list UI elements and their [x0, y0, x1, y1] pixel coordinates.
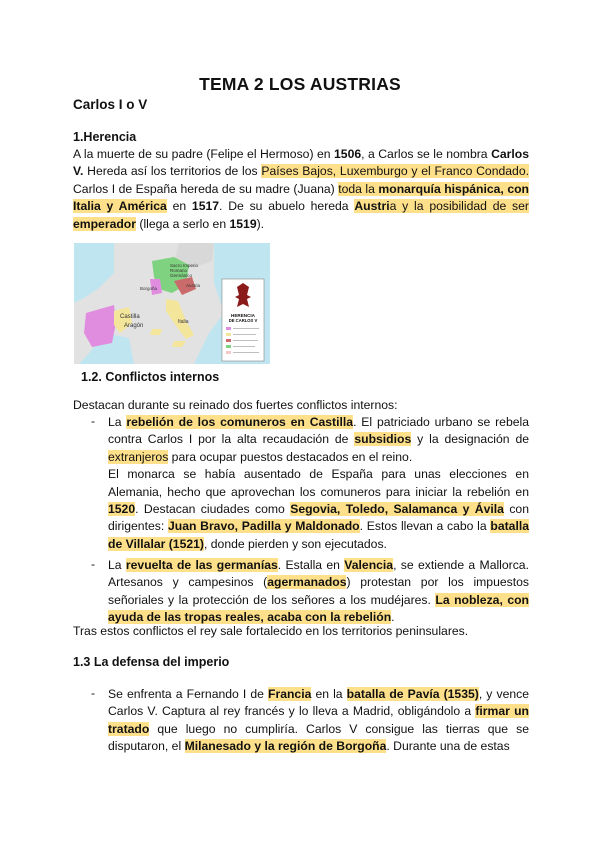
conflictos-intro: Destacan durante su reinado dos fuertes conflictos internos:	[73, 398, 398, 412]
text: . Estos llevan a cabo la	[359, 519, 491, 534]
text: ) protestan por los impuestos señoriales y la protección de los señores a los mudéjares.	[108, 575, 529, 607]
highlight-emperador: emperador	[73, 216, 136, 231]
text: . De su abuelo hereda	[219, 199, 355, 214]
bullet-comuneros	[108, 414, 529, 553]
legend-swatch	[226, 351, 231, 354]
label-aragon: Aragón	[124, 323, 144, 329]
text: , donde pierden y son ejecutados.	[203, 536, 387, 551]
year-1517: 1517	[191, 199, 220, 214]
conflictos-outro: Tras estos conflictos el rey sale fortalecido en los territorios peninsulares.	[73, 624, 469, 638]
highlight-valencia: Valencia	[344, 558, 394, 572]
label-sacro-2: Romano	[170, 268, 188, 273]
text: . El patriciado urbano se rebela contra Carlos I por la alta recaudación de	[108, 415, 529, 447]
text: La	[108, 558, 126, 572]
text: , se extiende a Mallorca. Artesanos y campesinos (	[108, 558, 529, 590]
highlight-extranjeros: extranjeros	[108, 449, 169, 464]
highlight-batalla-pavia: batalla de Pavía (1535)	[346, 687, 479, 701]
label-castilla: Castilla	[120, 314, 140, 320]
text: , y vence Carlos V. Captura al rey francés y lo lleva a Madrid, obligándolo a	[108, 687, 529, 719]
label-italia: Italia	[178, 319, 189, 325]
legend-swatch	[226, 345, 231, 348]
text: para ocupar puestos destacados en el reino.	[168, 449, 413, 464]
label-sacro-3: Germánico	[170, 273, 193, 278]
heading-conflictos: 1.2. Conflictos internos	[81, 370, 220, 384]
highlight-dirigentes: Juan Bravo, Padilla y Maldonado	[167, 519, 360, 534]
legend-title-1: HERENCIA	[231, 313, 255, 318]
legend-swatch	[226, 339, 231, 342]
text: Carlos I de España hereda de su madre (Juana)	[73, 181, 339, 196]
highlight-monarquia: monarquía hispánica, con Italia y América	[73, 181, 529, 214]
text: A la muerte de su padre (Felipe el Hermoso) en	[73, 147, 335, 161]
map-herencia-carlos-v	[74, 243, 270, 364]
text: con dirigentes:	[108, 502, 529, 534]
highlight-paises-bajos: Países Bajos, Luxemburgo y el Franco Condado.	[261, 164, 529, 179]
legend-swatch	[226, 327, 231, 330]
highlight-1520: 1520	[108, 502, 136, 517]
heading-herencia: 1.Herencia	[73, 130, 137, 144]
highlight-ciudades: Segovia, Toledo, Salamanca y Ávila	[290, 502, 504, 517]
subtitle: Carlos I o V	[73, 97, 148, 112]
label-borgona: Borgoña	[140, 286, 158, 291]
text: que luego no cumpliría. Carlos V consigue las tierras que se disputaron, el	[108, 721, 529, 754]
label-austria: Austria	[186, 283, 201, 288]
text: en	[166, 199, 192, 214]
text: . Estalla en	[277, 558, 345, 572]
highlight-agermanados: agermanados	[267, 575, 347, 590]
text: .	[391, 610, 395, 625]
text: Se enfrenta a Fernando I de	[108, 687, 269, 701]
highlight-posibilidad: a y la posibilidad de ser	[389, 199, 529, 214]
text: La	[108, 415, 127, 429]
highlight-nobleza: La nobleza, con ayuda de las tropas reales, acaba con la rebelión	[108, 592, 529, 625]
region-cerdena	[150, 329, 162, 335]
highlight-batalla-villalar: batalla de Villalar (1521)	[108, 519, 530, 551]
legend-swatch	[226, 333, 231, 336]
heading-defensa: 1.3 La defensa del imperio	[73, 655, 230, 669]
bullet-germanias	[108, 557, 529, 627]
text: , a Carlos se le nombra	[361, 147, 492, 161]
paragraph-herencia	[73, 146, 529, 233]
highlight-toda: toda la	[338, 181, 379, 196]
document-title: TEMA 2 LOS AUSTRIAS	[199, 74, 401, 94]
text: y la designación de	[411, 432, 529, 447]
bullet-dash: -	[91, 686, 96, 700]
bullet-dash: -	[91, 557, 96, 571]
map-illustration	[74, 243, 270, 364]
text: en la	[311, 687, 347, 701]
label-sacro-1: Sacro Imperio	[170, 263, 199, 268]
text: . Destacan ciudades como	[135, 502, 291, 517]
highlight-firmar-tratado: firmar un tratado	[108, 704, 529, 736]
bullet-dash: -	[91, 414, 96, 428]
year-1506: 1506	[334, 147, 362, 161]
text: El monarca se había ausentado de España para unas elecciones en Alemania, hecho que aprovechan los comuneros para iniciar la rebelión en	[108, 467, 529, 499]
highlight-rebelion-comuneros: rebelión de los comuneros en Castilla	[126, 415, 354, 429]
highlight-revuelta-germanias: revuelta de las germanías	[125, 558, 278, 572]
text: . Durante una de estas	[386, 739, 510, 754]
text: (llega a serlo en	[136, 216, 230, 231]
text: Hereda así los territorios de los	[83, 164, 262, 179]
highlight-milanesado: Milanesado y la región de Borgoña	[184, 739, 387, 754]
bullet-defensa	[108, 686, 529, 756]
year-1519: 1519	[229, 216, 257, 231]
highlight-subsidios: subsidios	[354, 432, 412, 447]
highlight-austria: Austri	[354, 199, 390, 214]
legend-title-2: DE CARLOS V	[228, 318, 258, 323]
text: ).	[256, 216, 265, 231]
highlight-francia: Francia	[268, 687, 312, 701]
carlos-v: Carlos V.	[73, 147, 529, 179]
